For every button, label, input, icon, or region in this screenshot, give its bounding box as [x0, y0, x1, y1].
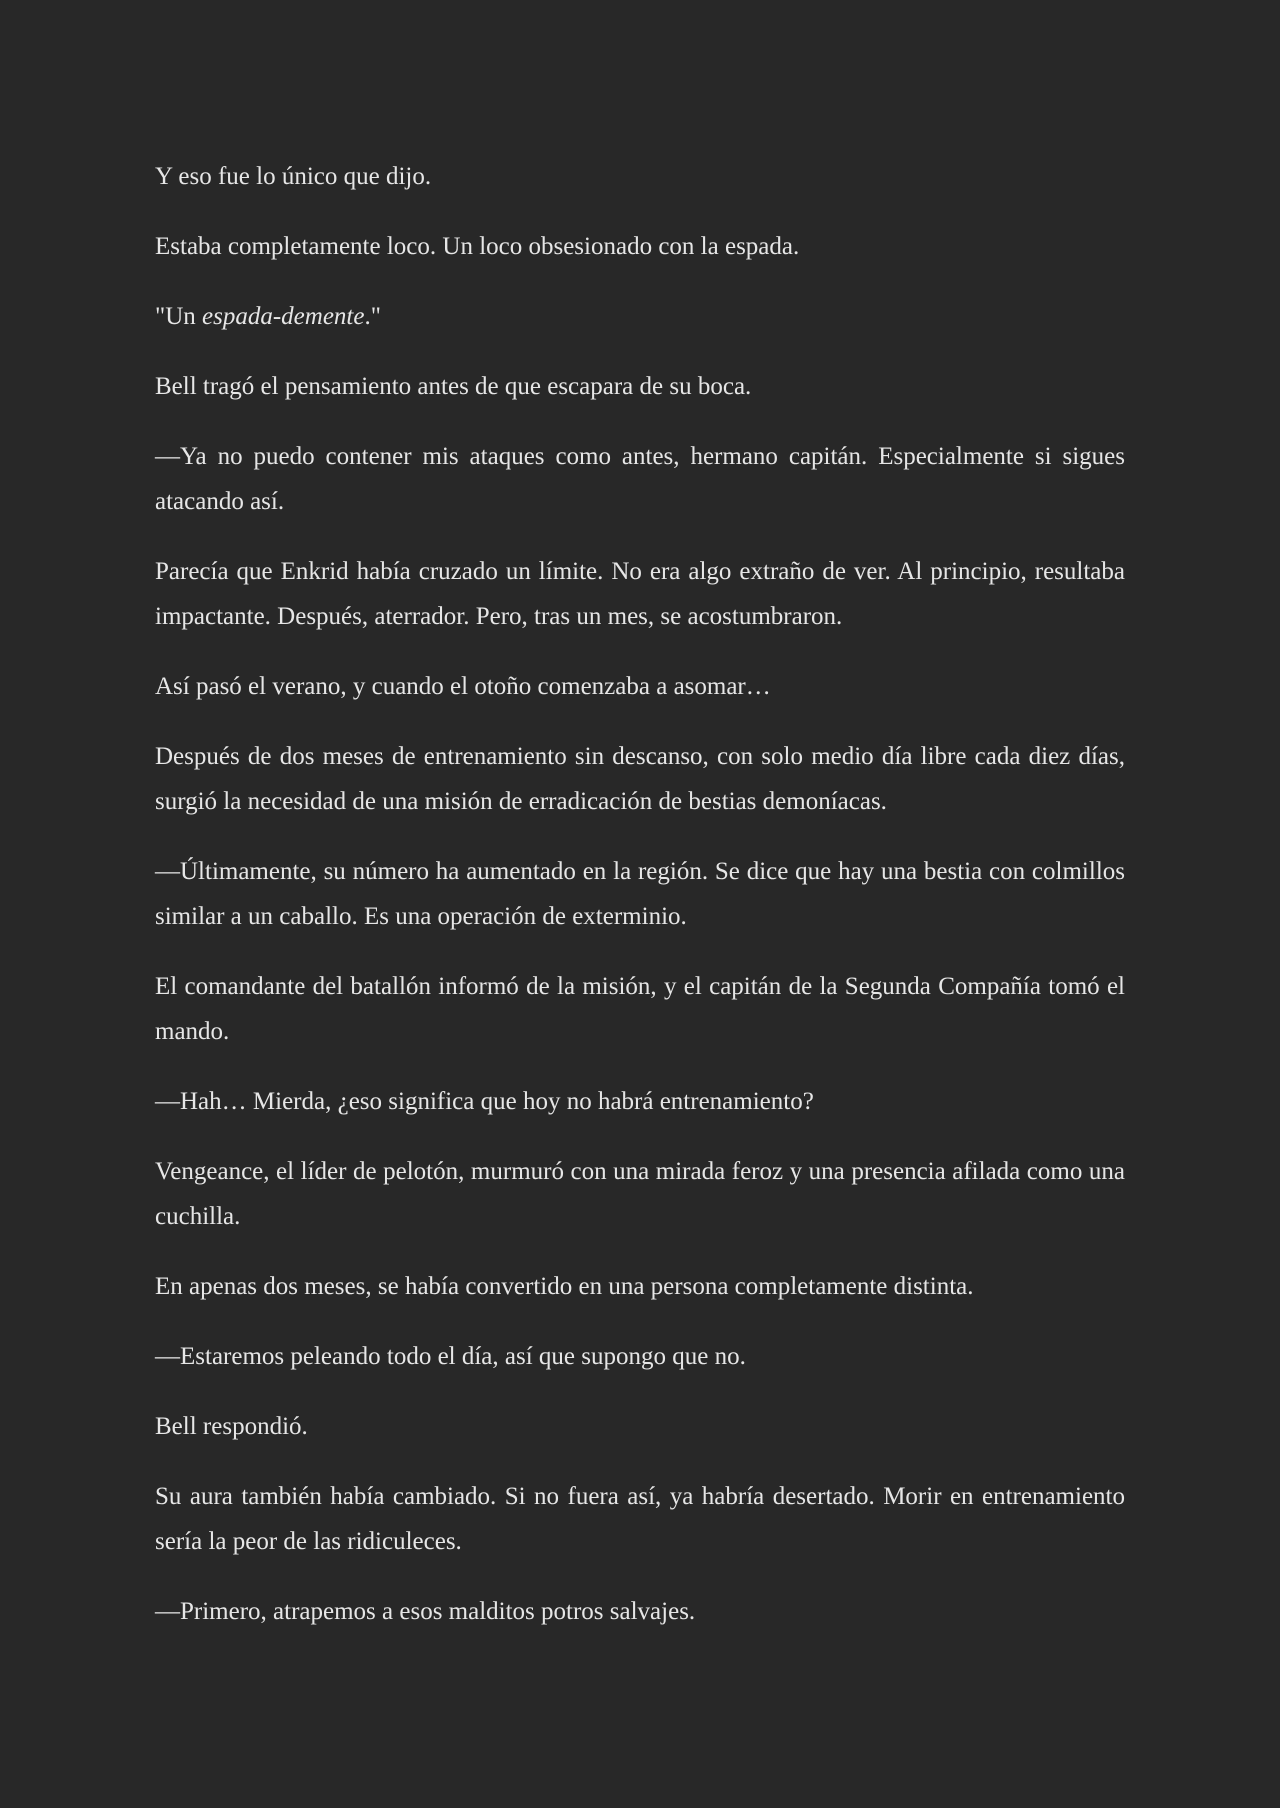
paragraph: Bell respondió.: [155, 1413, 308, 1440]
paragraph: Bell tragó el pensamiento antes de que escapara de su boca.: [155, 373, 752, 400]
paragraph: [155, 294, 1125, 339]
paragraph: En apenas dos meses, se había convertido en una persona completamente distinta.: [155, 1273, 974, 1300]
paragraph: Y eso fue lo único que dijo.: [155, 163, 432, 190]
chapter-text: [155, 154, 1125, 1634]
paragraph: —Estaremos peleando todo el día, así que supongo que no.: [155, 1343, 746, 1370]
paragraph-text-before: "Un: [155, 303, 203, 330]
paragraph: Parecía que Enkrid había cruzado un límite. No era algo extraño de ver. Al principio, resultaba impactante. Después, aterrador. Pero, tras un mes, se acostumbraron.: [155, 558, 1125, 630]
paragraph: Estaba completamente loco. Un loco obsesionado con la espada.: [155, 233, 800, 260]
paragraph: El comandante del batallón informó de la misión, y el capitán de la Segunda Compañía tomó el mando.: [155, 973, 1125, 1045]
paragraph: —Últimamente, su número ha aumentado en la región. Se dice que hay una bestia con colmillos similar a un caballo. Es una operación de exterminio.: [155, 858, 1125, 930]
paragraph: Su aura también había cambiado. Si no fuera así, ya habría desertado. Morir en entrenamiento sería la peor de las ridiculeces.: [155, 1483, 1125, 1555]
paragraph: Después de dos meses de entrenamiento sin descanso, con solo medio día libre cada diez días, surgió la necesidad de una misión de erradicación de bestias demoníacas.: [155, 743, 1125, 815]
paragraph: —Primero, atrapemos a esos malditos potros salvajes.: [155, 1598, 696, 1625]
paragraph-text-after: .": [364, 303, 381, 330]
paragraph: Así pasó el verano, y cuando el otoño comenzaba a asomar…: [155, 673, 771, 700]
paragraph: —Hah… Mierda, ¿eso significa que hoy no habrá entrenamiento?: [155, 1088, 814, 1115]
paragraph: —Ya no puedo contener mis ataques como antes, hermano capitán. Especialmente si sigues atacando así.: [155, 443, 1125, 515]
emphasized-term: espada-demente: [202, 303, 365, 330]
paragraph: Vengeance, el líder de pelotón, murmuró con una mirada feroz y una presencia afilada como una cuchilla.: [155, 1158, 1125, 1230]
